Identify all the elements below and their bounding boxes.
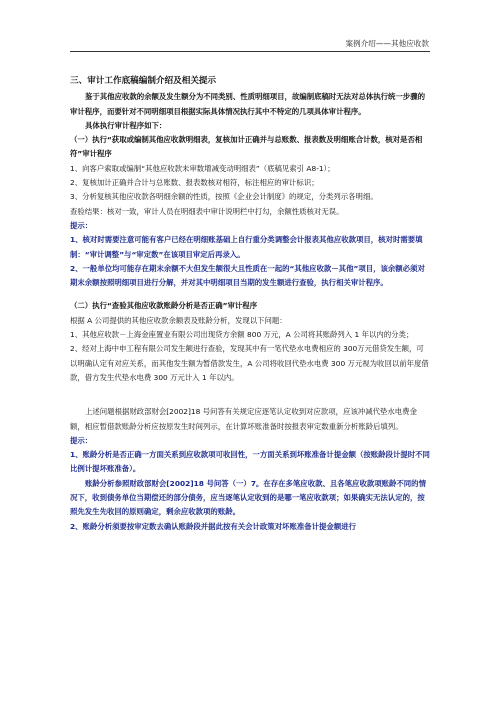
tip2-label: 提示： xyxy=(70,435,93,445)
header-rule xyxy=(70,51,430,52)
step1-title: （一）执行“获取或编制其他应收款明细表，复核加计正确并与总账数、报表数及明细账合计数，核对是否相符”审计程序 xyxy=(70,135,423,159)
step1-item: 1、向客户索取或编制“其他应收款未审数增减变动明细表”（底稿见索引 A8-1）； xyxy=(70,163,335,173)
step2-intro: 根据 A 公司提供的其他应收款余额表及账龄分析，发现以下问题： xyxy=(70,315,287,325)
section-intro: 鉴于其他应收款的余额及发生额分为不同类别、性质明细项目，故编制底稿时无法对总体执行统一步骤的审计程序，而要针对不同明细项目根据实际具体情况执行其中不特定的几项具体审计程序。 xyxy=(70,92,425,116)
procedure-intro: 具体执行审计程序如下： xyxy=(85,120,167,130)
tip2-item: 2、账龄分析须要按审定数去确认账龄段并据此按有关会计政策对坏账准备计提金额进行 xyxy=(70,521,356,531)
section-heading: 三、审计工作底稿编制介绍及相关提示 xyxy=(70,76,217,86)
step2-item: 2、经对上海中申工程有限公司发生额进行查验，发现其中有一笔代垫水电费相应的 300万元借贷发生额，可以明确认定有对应关系，而其他发生额为暂借款发生，A 公司将收回代垫水电费 300 万元视为收回以前年度借款，借方发生代垫水电费 300 万元计入 1 年以内。 xyxy=(70,344,429,382)
tip1-item: 2、一般单位均可能存在期末余额不大但发生额很大且性质在一起的“其他应收款－其他”项目，该余额必须对期末余额按照明细项目进行分解，并对其中明细项目当期的发生额进行查验，执行相关审计程序。 xyxy=(70,263,425,288)
running-header: 案例介绍——其他应收款 xyxy=(345,39,429,48)
step1-result: 查验结果：核对一致，审计人员在明细表中审计说明栏中打勾，余额性质核对无误。 xyxy=(70,206,344,216)
step2-note: 上述问题根据财政部财会[2002]18 号问答有关规定应逐笔认定收到对应款项，应该冲减代垫水电费金额，相应暂借款账龄分析应按原发生时间列示，在计算坏账准备时按报表审定数重新分析账龄后填列。 xyxy=(70,407,417,431)
tip1-item: 1、核对时需要注意可能有客户已经在明细账基础上自行重分类调整会计报表其他应收款项目，核对时需要填制：“审计调整”与“审定数”在该项目审定后再录入。 xyxy=(70,235,423,259)
tip2-item: 1、账龄分析是否正确一方面关系到应收款项可收回性，一方面关系到坏账准备计提金额（按账龄段计提时不同比例计提坏账准备）。 xyxy=(70,450,430,474)
step1-item: 3、分析复核其他应收款各明细余额的性质，按照《企业会计制度》的规定，分类列示各明细。 xyxy=(70,192,378,202)
step1-item: 2、复核加计正确并合计与总账数、报表数核对相符，标注相应的审计标识； xyxy=(70,178,319,188)
tip1-label: 提示： xyxy=(70,220,93,230)
tip2-item: 账龄分析参照财政部财会[2002]18 号问答（一）7。在存在多笔应收款、且各笔应收款项账龄不同的情况下，收到债务单位当期偿还的部分债务，应当逐笔认定收到的是哪一笔应收款项；如果确实无法认定的，按照先发生先收回的原则确定，剩余应收款项的账龄。 xyxy=(70,478,426,517)
document-body xyxy=(70,74,430,534)
step2-item: 1、其他应收款－上海金座置业有限公司出现贷方余额 800 万元，A 公司将其账龄列入 1 年以内的分类； xyxy=(70,330,414,340)
step2-title: （二）执行“查验其他应收款账龄分析是否正确”审计程序 xyxy=(70,301,258,311)
